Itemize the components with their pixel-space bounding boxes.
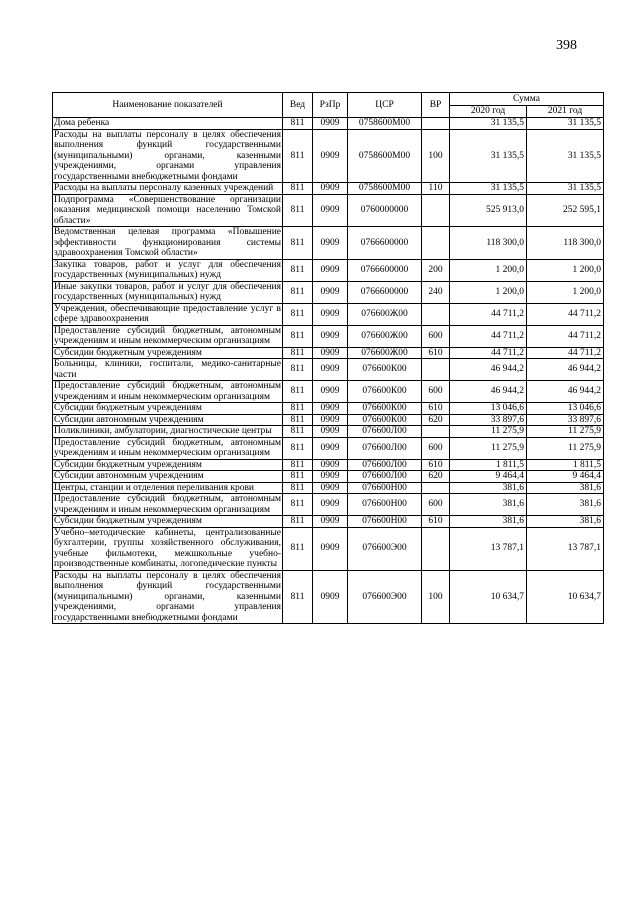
table-row bbox=[53, 303, 604, 325]
cell-vr bbox=[422, 359, 450, 381]
cell-2021: 31 135,5 bbox=[527, 118, 604, 130]
cell-2021: 9 464,4 bbox=[527, 471, 604, 483]
cell-rzpr: 0909 bbox=[313, 459, 348, 471]
cell-ved: 811 bbox=[283, 194, 313, 227]
cell-csr: 0758600М00 bbox=[348, 129, 422, 183]
cell-rzpr: 0909 bbox=[313, 426, 348, 438]
cell-ved: 811 bbox=[283, 426, 313, 438]
cell-rzpr: 0909 bbox=[313, 381, 348, 403]
table-row bbox=[53, 129, 604, 183]
cell-2021: 10 634,7 bbox=[527, 570, 604, 624]
cell-2020: 381,6 bbox=[450, 494, 527, 516]
cell-name: Предоставление субсидий бюджетным, автономным учреждениям и иным некоммерческим организациям bbox=[54, 325, 281, 346]
cell-2020: 33 897,6 bbox=[450, 414, 527, 426]
cell-2020: 118 300,0 bbox=[450, 227, 527, 260]
cell-2020: 525 913,0 bbox=[450, 194, 527, 227]
table-row bbox=[53, 459, 604, 471]
cell-vr: 100 bbox=[422, 570, 450, 624]
cell-csr: 0766600000 bbox=[348, 227, 422, 260]
cell-name: Расходы на выплаты персоналу казенных учреждений bbox=[53, 183, 283, 195]
cell-vr: 610 bbox=[422, 347, 450, 359]
cell-csr: 076600Ж00 bbox=[348, 347, 422, 359]
cell-rzpr: 0909 bbox=[313, 303, 348, 325]
header-sum: Сумма bbox=[450, 93, 604, 106]
cell-rzpr: 0909 bbox=[313, 414, 348, 426]
cell-name: Субсидии бюджетным учреждениям bbox=[53, 403, 283, 415]
table-row bbox=[53, 437, 604, 459]
cell-ved: 811 bbox=[283, 527, 313, 570]
cell-rzpr: 0909 bbox=[313, 259, 348, 281]
cell-ved: 811 bbox=[283, 403, 313, 415]
table-row bbox=[53, 183, 604, 195]
header-name: Наименование показателей bbox=[53, 93, 283, 118]
cell-vr: 110 bbox=[422, 183, 450, 195]
header-rzpr: РзПр bbox=[313, 93, 348, 118]
cell-2021: 46 944,2 bbox=[527, 381, 604, 403]
cell-vr: 610 bbox=[422, 403, 450, 415]
cell-csr: 0766600000 bbox=[348, 259, 422, 281]
cell-csr: 0766600000 bbox=[348, 281, 422, 303]
cell-csr: 0758600М00 bbox=[348, 118, 422, 130]
table-row bbox=[53, 227, 604, 260]
cell-rzpr: 0909 bbox=[313, 494, 348, 516]
cell-name: Субсидии бюджетным учреждениям bbox=[53, 459, 283, 471]
cell-ved: 811 bbox=[283, 437, 313, 459]
cell-2020: 44 711,2 bbox=[450, 325, 527, 347]
cell-csr: 076600Л00 bbox=[348, 437, 422, 459]
cell-name: Субсидии бюджетным учреждениям bbox=[53, 347, 283, 359]
table-row bbox=[53, 325, 604, 347]
cell-name: Субсидии автономным учреждениям bbox=[53, 414, 283, 426]
cell-vr: 600 bbox=[422, 325, 450, 347]
cell-vr bbox=[422, 482, 450, 494]
table-row bbox=[53, 471, 604, 483]
cell-rzpr: 0909 bbox=[313, 183, 348, 195]
cell-ved: 811 bbox=[283, 516, 313, 528]
cell-2021: 118 300,0 bbox=[527, 227, 604, 260]
cell-ved: 811 bbox=[283, 118, 313, 130]
cell-vr: 610 bbox=[422, 516, 450, 528]
header-ved: Вед bbox=[283, 93, 313, 118]
cell-vr bbox=[422, 118, 450, 130]
table-row bbox=[53, 494, 604, 516]
cell-name: Предоставление субсидий бюджетным, автономным учреждениям и иным некоммерческим организациям bbox=[54, 437, 281, 458]
cell-ved: 811 bbox=[283, 325, 313, 347]
cell-csr: 076600Л00 bbox=[348, 471, 422, 483]
cell-2021: 1 200,0 bbox=[527, 281, 604, 303]
cell-2021: 11 275,9 bbox=[527, 437, 604, 459]
cell-ved: 811 bbox=[283, 381, 313, 403]
cell-vr: 600 bbox=[422, 437, 450, 459]
cell-vr: 600 bbox=[422, 381, 450, 403]
cell-ved: 811 bbox=[283, 471, 313, 483]
cell-name: Центры, станции и отделения переливания крови bbox=[53, 482, 283, 494]
cell-name: Закупка товаров, работ и услуг для обеспечения государственных (муниципальных) нужд bbox=[54, 259, 281, 280]
cell-csr: 076600Ж00 bbox=[348, 325, 422, 347]
cell-2021: 381,6 bbox=[527, 494, 604, 516]
header-year-2021: 2021 год bbox=[527, 106, 604, 118]
cell-2020: 1 200,0 bbox=[450, 259, 527, 281]
cell-csr: 076600К00 bbox=[348, 403, 422, 415]
cell-rzpr: 0909 bbox=[313, 516, 348, 528]
cell-name: Учебно–методические кабинеты, централизованные бухгалтерии, группы хозяйственного обслуживания, учебные фильмотеки, межшкольные учебно-производственные комбинаты, логопедические пункты bbox=[54, 527, 281, 569]
cell-rzpr: 0909 bbox=[313, 527, 348, 570]
cell-2021: 44 711,2 bbox=[527, 303, 604, 325]
cell-2020: 1 200,0 bbox=[450, 281, 527, 303]
cell-2021: 46 944,2 bbox=[527, 359, 604, 381]
table-row bbox=[53, 570, 604, 624]
table-row bbox=[53, 347, 604, 359]
table-row bbox=[53, 259, 604, 281]
cell-ved: 811 bbox=[283, 570, 313, 624]
cell-rzpr: 0909 bbox=[313, 129, 348, 183]
cell-rzpr: 0909 bbox=[313, 482, 348, 494]
cell-2021: 31 135,5 bbox=[527, 129, 604, 183]
cell-2020: 11 275,9 bbox=[450, 437, 527, 459]
table-row bbox=[53, 381, 604, 403]
table-row bbox=[53, 403, 604, 415]
cell-2021: 381,6 bbox=[527, 516, 604, 528]
cell-rzpr: 0909 bbox=[313, 325, 348, 347]
cell-2020: 46 944,2 bbox=[450, 381, 527, 403]
cell-vr bbox=[422, 227, 450, 260]
cell-2021: 13 046,6 bbox=[527, 403, 604, 415]
cell-2020: 10 634,7 bbox=[450, 570, 527, 624]
cell-vr: 610 bbox=[422, 459, 450, 471]
cell-name: Дома ребенка bbox=[53, 118, 283, 130]
cell-2021: 44 711,2 bbox=[527, 347, 604, 359]
cell-2020: 9 464,4 bbox=[450, 471, 527, 483]
cell-csr: 076600Н00 bbox=[348, 494, 422, 516]
cell-2021: 1 200,0 bbox=[527, 259, 604, 281]
cell-vr: 100 bbox=[422, 129, 450, 183]
budget-table bbox=[52, 92, 604, 624]
cell-2021: 252 595,1 bbox=[527, 194, 604, 227]
table-row bbox=[53, 516, 604, 528]
cell-2020: 46 944,2 bbox=[450, 359, 527, 381]
cell-ved: 811 bbox=[283, 129, 313, 183]
header-year-2020: 2020 год bbox=[450, 106, 527, 118]
cell-2020: 31 135,5 bbox=[450, 129, 527, 183]
cell-2021: 1 811,5 bbox=[527, 459, 604, 471]
table-row bbox=[53, 482, 604, 494]
cell-csr: 076600К00 bbox=[348, 414, 422, 426]
cell-csr: 076600Л00 bbox=[348, 459, 422, 471]
cell-name: Расходы на выплаты персоналу в целях обеспечения выполнения функций государственными (муниципальными) органами, казенными учреждениями, органами управления государственными внебюджетными фондами bbox=[54, 129, 281, 182]
table-row bbox=[53, 194, 604, 227]
cell-2021: 31 135,5 bbox=[527, 183, 604, 195]
cell-csr: 076600Н00 bbox=[348, 482, 422, 494]
cell-name: Поликлиники, амбулатории, диагностические центры bbox=[53, 426, 283, 438]
cell-2020: 31 135,5 bbox=[450, 118, 527, 130]
cell-name: Предоставление субсидий бюджетным, автономным учреждениям и иным некоммерческим организациям bbox=[54, 381, 281, 402]
cell-2021: 381,6 bbox=[527, 482, 604, 494]
page-number: 398 bbox=[556, 38, 577, 53]
cell-rzpr: 0909 bbox=[313, 118, 348, 130]
table-header bbox=[53, 93, 604, 118]
cell-rzpr: 0909 bbox=[313, 570, 348, 624]
cell-name: Больницы, клиники, госпитали, медико-санитарные части bbox=[54, 359, 281, 380]
header-csr: ЦСР bbox=[348, 93, 422, 118]
table-row bbox=[53, 281, 604, 303]
cell-vr: 620 bbox=[422, 471, 450, 483]
cell-name: Ведомственная целевая программа «Повышение эффективности функционирования системы здравоохранения Томской области» bbox=[54, 227, 281, 258]
cell-rzpr: 0909 bbox=[313, 227, 348, 260]
cell-2020: 44 711,2 bbox=[450, 347, 527, 359]
cell-name: Предоставление субсидий бюджетным, автономным учреждениям и иным некоммерческим организациям bbox=[54, 494, 281, 515]
cell-csr: 076600Ж00 bbox=[348, 303, 422, 325]
cell-ved: 811 bbox=[283, 259, 313, 281]
header-vr: ВР bbox=[422, 93, 450, 118]
cell-vr: 600 bbox=[422, 494, 450, 516]
cell-ved: 811 bbox=[283, 227, 313, 260]
cell-name: Расходы на выплаты персоналу в целях обеспечения выполнения функций государственными (муниципальными) органами, казенными учреждениями, органами управления государственными внебюджетными фондами bbox=[54, 570, 281, 623]
cell-rzpr: 0909 bbox=[313, 471, 348, 483]
cell-rzpr: 0909 bbox=[313, 281, 348, 303]
cell-2021: 33 897,6 bbox=[527, 414, 604, 426]
cell-2020: 31 135,5 bbox=[450, 183, 527, 195]
table-row bbox=[53, 414, 604, 426]
cell-csr: 076600Л00 bbox=[348, 426, 422, 438]
cell-csr: 076600К00 bbox=[348, 381, 422, 403]
cell-ved: 811 bbox=[283, 347, 313, 359]
cell-ved: 811 bbox=[283, 303, 313, 325]
cell-ved: 811 bbox=[283, 494, 313, 516]
cell-vr: 620 bbox=[422, 414, 450, 426]
cell-2020: 1 811,5 bbox=[450, 459, 527, 471]
cell-name: Иные закупки товаров, работ и услуг для обеспечения государственных (муниципальных) нужд bbox=[54, 281, 281, 302]
cell-2021: 44 711,2 bbox=[527, 325, 604, 347]
cell-vr: 240 bbox=[422, 281, 450, 303]
cell-csr: 0758600М00 bbox=[348, 183, 422, 195]
cell-2020: 13 046,6 bbox=[450, 403, 527, 415]
cell-name: Субсидии бюджетным учреждениям bbox=[53, 516, 283, 528]
cell-rzpr: 0909 bbox=[313, 437, 348, 459]
cell-rzpr: 0909 bbox=[313, 194, 348, 227]
cell-name: Субсидии автономным учреждениям bbox=[53, 471, 283, 483]
cell-vr: 200 bbox=[422, 259, 450, 281]
cell-csr: 076600Э00 bbox=[348, 570, 422, 624]
cell-csr: 076600К00 bbox=[348, 359, 422, 381]
table-row bbox=[53, 426, 604, 438]
cell-ved: 811 bbox=[283, 281, 313, 303]
table-row bbox=[53, 527, 604, 570]
cell-ved: 811 bbox=[283, 359, 313, 381]
cell-vr bbox=[422, 527, 450, 570]
cell-csr: 076600Э00 bbox=[348, 527, 422, 570]
table-row bbox=[53, 118, 604, 130]
cell-ved: 811 bbox=[283, 414, 313, 426]
cell-2020: 44 711,2 bbox=[450, 303, 527, 325]
cell-vr bbox=[422, 303, 450, 325]
cell-2020: 381,6 bbox=[450, 482, 527, 494]
cell-ved: 811 bbox=[283, 482, 313, 494]
cell-2020: 11 275,9 bbox=[450, 426, 527, 438]
cell-2021: 13 787,1 bbox=[527, 527, 604, 570]
cell-2020: 13 787,1 bbox=[450, 527, 527, 570]
cell-2020: 381,6 bbox=[450, 516, 527, 528]
cell-ved: 811 bbox=[283, 183, 313, 195]
cell-ved: 811 bbox=[283, 459, 313, 471]
cell-rzpr: 0909 bbox=[313, 403, 348, 415]
cell-rzpr: 0909 bbox=[313, 359, 348, 381]
table-body bbox=[53, 118, 604, 624]
table-row bbox=[53, 359, 604, 381]
cell-vr bbox=[422, 426, 450, 438]
cell-2021: 11 275,9 bbox=[527, 426, 604, 438]
cell-name: Учреждения, обеспечивающие предоставление услуг в сфере здравоохранения bbox=[54, 303, 281, 324]
cell-csr: 076600Н00 bbox=[348, 516, 422, 528]
cell-vr bbox=[422, 194, 450, 227]
cell-csr: 0760000000 bbox=[348, 194, 422, 227]
cell-rzpr: 0909 bbox=[313, 347, 348, 359]
cell-name: Подпрограмма «Совершенствование организации оказания медицинской помощи населению Томской области» bbox=[54, 194, 281, 226]
